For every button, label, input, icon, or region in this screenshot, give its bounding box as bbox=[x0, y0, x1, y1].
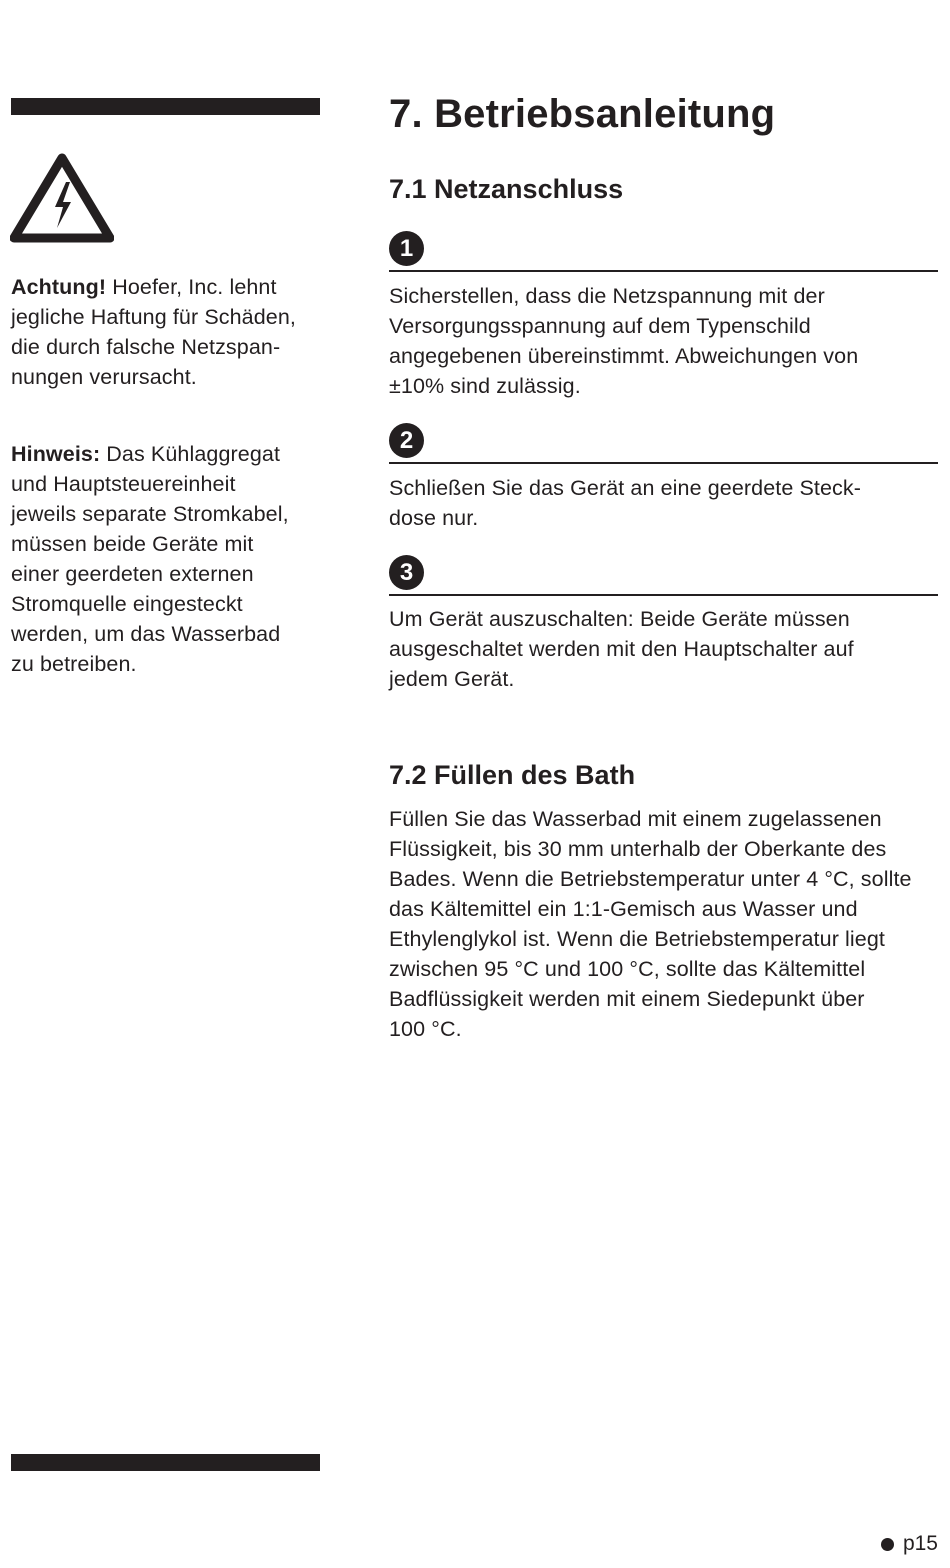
step-number-1: 1 bbox=[389, 231, 424, 266]
step-divider-1 bbox=[389, 270, 938, 272]
fill-line-6: zwischen 95 °C und 100 °C, sollte das Kältemittel bbox=[389, 957, 866, 981]
high-voltage-warning-icon bbox=[10, 152, 114, 244]
section-heading-fuellen: 7.2 Füllen des Bath bbox=[389, 760, 636, 790]
step-2-line-1: Schließen Sie das Gerät an eine geerdete Steck- bbox=[389, 476, 861, 500]
sidebar-bottom-bar bbox=[11, 1454, 320, 1471]
step-number-3: 3 bbox=[389, 555, 424, 590]
page-footer bbox=[881, 1532, 938, 1556]
warning-line-2: jegliche Haftung für Schäden, bbox=[11, 305, 296, 329]
step-divider-2 bbox=[389, 462, 938, 464]
warning-note bbox=[11, 272, 331, 392]
step-3-line-1: Um Gerät auszuschalten: Beide Geräte müssen bbox=[389, 607, 850, 631]
step-number-2: 2 bbox=[389, 423, 424, 458]
step-divider-3 bbox=[389, 594, 938, 596]
hint-label: Hinweis: bbox=[11, 442, 101, 466]
fill-line-8: 100 °C. bbox=[389, 1017, 462, 1041]
warning-line-4: nungen verursacht. bbox=[11, 365, 197, 389]
warning-label: Achtung! bbox=[11, 275, 107, 299]
step-1-line-1: Sicherstellen, dass die Netzspannung mit der bbox=[389, 284, 825, 308]
fill-line-5: Ethylenglykol ist. Wenn die Betriebstemperatur liegt bbox=[389, 927, 885, 951]
hint-line-4: müssen beide Geräte mit bbox=[11, 532, 254, 556]
warning-line-1: Hoefer, Inc. lehnt bbox=[112, 275, 277, 299]
hint-line-3: jeweils separate Stromkabel, bbox=[11, 502, 289, 526]
page-title: 7. Betriebsanleitung bbox=[389, 92, 776, 136]
step-1-line-2: Versorgungsspannung auf dem Typenschild bbox=[389, 314, 811, 338]
page-number: p15 bbox=[902, 1532, 938, 1555]
fill-line-3: Bades. Wenn die Betriebstemperatur unter 4 °C, sollte bbox=[389, 867, 912, 891]
hint-line-8: zu betreiben. bbox=[11, 652, 137, 676]
hint-line-5: einer geerdeten externen bbox=[11, 562, 254, 586]
step-2-line-2: dose nur. bbox=[389, 506, 479, 530]
step-3-line-3: jedem Gerät. bbox=[389, 667, 515, 691]
bullet-dot-icon bbox=[881, 1538, 894, 1551]
section-heading-netzanschluss: 7.1 Netzanschluss bbox=[389, 174, 624, 204]
hint-line-1: Das Kühlaggregat bbox=[106, 442, 281, 466]
step-3-line-2: ausgeschaltet werden mit den Hauptschalter auf bbox=[389, 637, 854, 661]
fill-line-1: Füllen Sie das Wasserbad mit einem zugelassenen bbox=[389, 807, 882, 831]
fill-line-4: das Kältemittel ein 1:1-Gemisch aus Wasser und bbox=[389, 897, 858, 921]
warning-line-3: die durch falsche Netzspan- bbox=[11, 335, 281, 359]
fill-line-2: Flüssigkeit, bis 30 mm unterhalb der Oberkante des bbox=[389, 837, 887, 861]
sidebar-top-bar bbox=[11, 98, 320, 115]
hint-line-2: und Hauptsteuereinheit bbox=[11, 472, 236, 496]
hint-line-6: Stromquelle eingesteckt bbox=[11, 592, 243, 616]
fill-line-7: Badflüssigkeit werden mit einem Siedepunkt über bbox=[389, 987, 865, 1011]
step-1-line-4: ±10% sind zulässig. bbox=[389, 374, 581, 398]
fill-instructions bbox=[389, 804, 941, 1044]
step-1-line-3: angegebenen übereinstimmt. Abweichungen von bbox=[389, 344, 859, 368]
step-text-1 bbox=[389, 281, 941, 401]
step-text-3 bbox=[389, 604, 941, 694]
step-text-2 bbox=[389, 473, 941, 533]
hint-note bbox=[11, 439, 331, 679]
hint-line-7: werden, um das Wasserbad bbox=[11, 622, 281, 646]
